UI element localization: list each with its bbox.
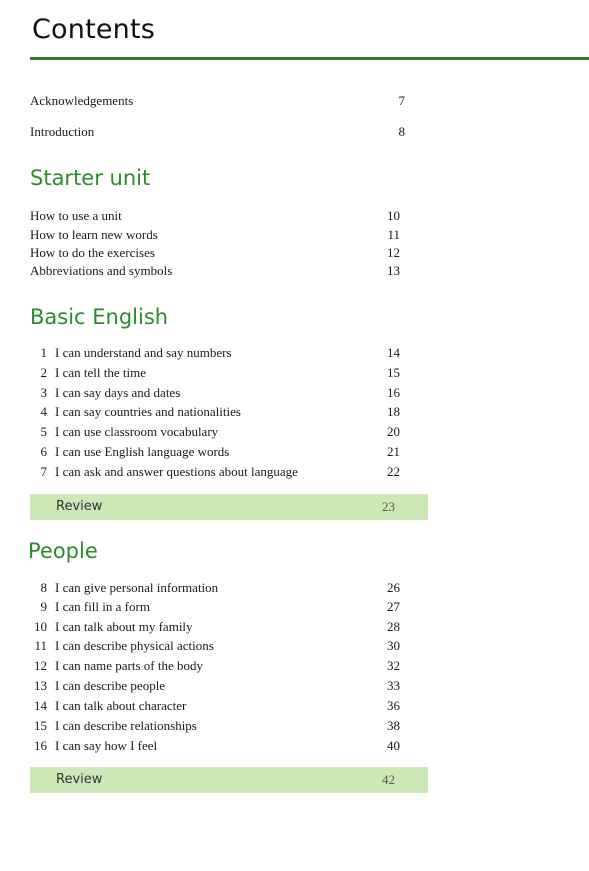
toc-entry-number: 10 xyxy=(34,619,47,634)
toc-entry-page: 27 xyxy=(387,599,400,614)
toc-entry-page: 21 xyxy=(387,444,400,459)
toc-entry-label: I can describe physical actions xyxy=(55,638,214,653)
toc-entry-page: 11 xyxy=(387,227,400,242)
review-bar-people[interactable] xyxy=(30,767,428,793)
toc-entry-number: 4 xyxy=(40,404,47,419)
toc-entry-label: I can use English language words xyxy=(55,444,230,459)
toc-entry-page: 15 xyxy=(387,365,400,380)
toc-entry-label: I can give personal information xyxy=(55,580,219,595)
toc-entry-label: I can understand and say numbers xyxy=(55,345,232,360)
toc-entry-number: 3 xyxy=(40,385,47,400)
toc-entry-page: 33 xyxy=(387,678,400,693)
toc-entry-page: 8 xyxy=(398,124,405,139)
toc-entry-page: 16 xyxy=(387,385,400,400)
toc-entry-label: I can describe relationships xyxy=(55,718,197,733)
toc-entry-page: 14 xyxy=(387,345,400,360)
toc-entry-page: 12 xyxy=(387,245,400,260)
toc-entry-page: 40 xyxy=(387,738,400,753)
toc-entry-number: 6 xyxy=(40,444,47,459)
toc-entry-page: 38 xyxy=(387,718,400,733)
toc-entry-number: 1 xyxy=(40,345,47,360)
toc-entry-number: 11 xyxy=(34,638,47,653)
toc-entry-page: 7 xyxy=(398,93,405,108)
toc-entry-page: 32 xyxy=(387,658,400,673)
toc-entry-label: How to learn new words xyxy=(30,227,158,242)
toc-entry-label: I can fill in a form xyxy=(55,599,150,614)
toc-entry-page: 10 xyxy=(387,208,400,223)
toc-entry-page: 28 xyxy=(387,619,400,634)
review-page: 42 xyxy=(382,772,395,787)
section-heading-basic-english: Basic English xyxy=(30,305,169,329)
section-heading-starter-unit: Starter unit xyxy=(30,166,151,190)
toc-entry-label: I can ask and answer questions about language xyxy=(55,464,298,479)
toc-entry-number: 8 xyxy=(40,580,47,595)
toc-entry-label: Acknowledgements xyxy=(30,93,134,108)
toc-entry-label: I can say countries and nationalities xyxy=(55,404,241,419)
toc-entry-label: Abbreviations and symbols xyxy=(30,263,173,278)
toc-entry-number: 9 xyxy=(40,599,47,614)
toc-entry-number: 16 xyxy=(34,738,47,753)
toc-entry-label: I can describe people xyxy=(55,678,166,693)
review-bar-basic-english[interactable] xyxy=(30,494,428,520)
toc-entry-number: 5 xyxy=(40,424,47,439)
toc-entry-page: 13 xyxy=(387,263,400,278)
title-rule xyxy=(30,57,589,60)
toc-entry-number: 7 xyxy=(40,464,47,479)
toc-entry-page: 36 xyxy=(387,698,400,713)
toc-entry-label: I can use classroom vocabulary xyxy=(55,424,219,439)
review-label: Review xyxy=(56,499,103,514)
review-page: 23 xyxy=(382,499,395,514)
toc-entry-page: 22 xyxy=(387,464,400,479)
toc-entry-number: 2 xyxy=(40,365,47,380)
toc-entry-label: I can say days and dates xyxy=(55,385,181,400)
toc-entry-label: I can say how I feel xyxy=(55,738,158,753)
review-label: Review xyxy=(56,772,103,787)
toc-entry-page: 30 xyxy=(387,638,400,653)
toc-entry-page: 18 xyxy=(387,404,400,419)
toc-entry-number: 15 xyxy=(34,718,47,733)
toc-entry-label: I can tell the time xyxy=(55,365,146,380)
section-heading-people: People xyxy=(28,539,98,563)
toc-entry-page: 20 xyxy=(387,424,400,439)
toc-entry-label: I can talk about character xyxy=(55,698,187,713)
toc-entry-label: How to do the exercises xyxy=(30,245,155,260)
toc-entry-number: 12 xyxy=(34,658,47,673)
toc-entry-label: I can talk about my family xyxy=(55,619,193,634)
toc-entry-label: Introduction xyxy=(30,124,95,139)
toc-entry-label: How to use a unit xyxy=(30,208,122,223)
toc-entry-page: 26 xyxy=(387,580,400,595)
page-title: Contents xyxy=(32,14,156,45)
toc-entry-number: 13 xyxy=(34,678,47,693)
toc-entry-label: I can name parts of the body xyxy=(55,658,204,673)
toc-entry-number: 14 xyxy=(34,698,47,713)
